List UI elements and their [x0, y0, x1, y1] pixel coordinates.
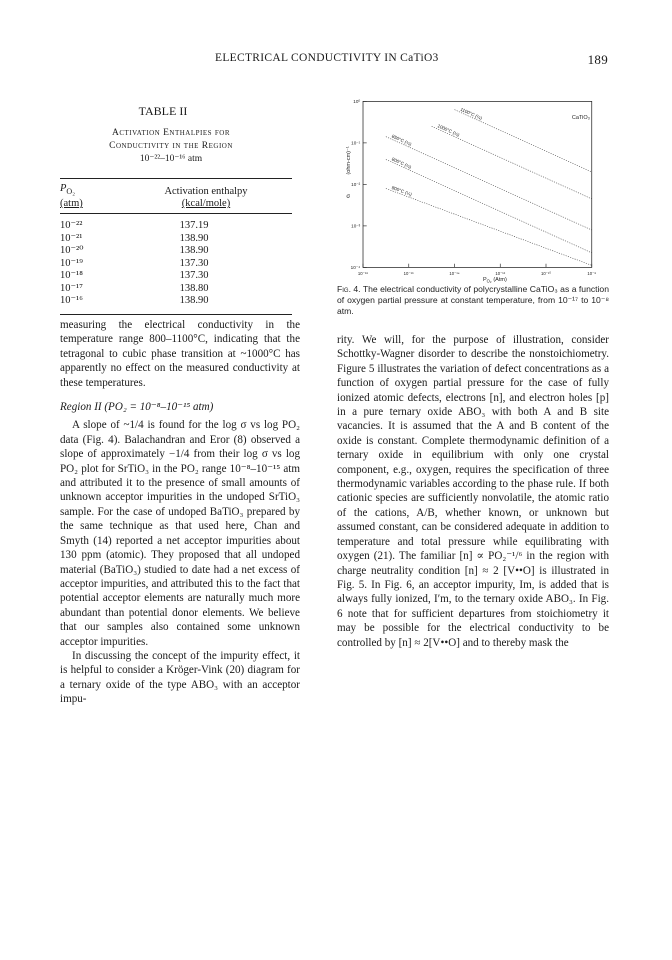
cell-pressure: 10⁻²⁰ — [60, 245, 84, 257]
isotherm-label: 800°C (¼) — [391, 185, 413, 198]
figure-x-axis-label: $P_{O_2}$ (Atm) — [482, 277, 507, 284]
cell-enthalpy: 138.80 — [179, 282, 209, 294]
page-number: 189 — [587, 52, 608, 67]
cell-enthalpy: 137.30 — [179, 257, 209, 269]
isotherm-line — [386, 189, 592, 266]
col-enthalpy-header: Activation enthalpy (kcal/mole) — [164, 186, 248, 210]
cell-enthalpy: 137.30 — [179, 270, 209, 282]
isotherm-line — [386, 137, 592, 230]
table-header-row — [60, 179, 292, 214]
plot-frame — [363, 101, 592, 267]
right-column — [337, 333, 609, 650]
running-title: ELECTRICAL CONDUCTIVITY IN CaTiO3 — [215, 52, 439, 64]
table-body — [60, 214, 292, 315]
x-tick-label: 10⁻¹⁸ — [357, 270, 369, 276]
table-ii — [60, 104, 292, 315]
isotherm-label: 800°C (¼) — [390, 156, 413, 170]
table-caption-range: 10⁻²²–10⁻¹⁶ atm — [139, 154, 203, 164]
col-pressure-header: $P_{O_2}$ (atm) — [60, 183, 83, 210]
table-row — [60, 295, 292, 314]
table-caption-line-2: Conductivity in the Region — [109, 141, 233, 151]
figure-y-axis-symbol: σ — [346, 194, 351, 201]
cell-pressure: 10⁻¹⁶ — [60, 295, 83, 307]
x-tick-label: 10⁻¹⁴ — [449, 270, 460, 276]
x-tick-label: 10⁻⁸ — [587, 270, 597, 276]
figure-y-axis-label: (ohm-cm)⁻¹ — [346, 146, 353, 175]
isotherm-label: 850°C (¼) — [391, 133, 413, 147]
table-caption-line-1: Activation Enthalpies for — [111, 128, 231, 138]
figure-caption-text: The electrical conductivity of polycrystalline CaTiO₃ as a function of oxygen partial pressure at constant temperature, from 10⁻¹⁷ to 10⁻⁸ atm. — [337, 284, 609, 317]
y-tick-label: 10⁻² — [351, 182, 361, 188]
table-row — [60, 233, 292, 246]
x-tick-label: 10⁻¹⁶ — [403, 270, 414, 276]
cell-enthalpy: 138.90 — [179, 245, 209, 257]
isotherm-label: 1100°C (¼) — [459, 106, 483, 121]
table-row — [60, 258, 292, 271]
figure-4-caption — [337, 284, 609, 318]
isotherm-line — [386, 156, 592, 252]
cell-pressure: 10⁻¹⁹ — [60, 257, 83, 269]
cell-pressure: 10⁻¹⁸ — [60, 270, 83, 282]
table-title: TABLE II — [138, 104, 188, 118]
figure-compound-label: CaTiO₃ — [571, 114, 590, 121]
isotherm-label: 1000°C (¼) — [436, 123, 461, 138]
isotherm-line — [432, 126, 592, 199]
y-tick-label: 10⁰ — [353, 99, 361, 105]
left-para-1: measuring the electrical conductivity in the temperature range 800–1100°C, indicating that the tetragonal to cubic phase transition at ~1000°C has apparently no effect on the measured conductivity at these temperatures. — [60, 319, 300, 389]
table-row — [60, 214, 292, 233]
table-row — [60, 283, 292, 296]
table-row — [60, 270, 292, 283]
figure-caption-label: Fig. 4. — [337, 284, 361, 294]
x-tick-label: 10⁻¹² — [495, 270, 506, 276]
y-tick-label: 10⁻³ — [351, 223, 361, 229]
left-para-2: A slope of ~1/4 is found for the log σ vs log PO₂ data (Fig. 4). Balachandran and Eror (8) observed a slope of approximately −1/4 from their log σ vs log PO₂ plot for SrTiO₃ in the PO₂ range 10⁻⁸–10⁻¹⁵ atm and attributed it to the presence of small amounts of unknown acceptor impurities in the undoped SrTiO₃ sample. For the case of undoped BaTiO₃ prepared by the same technique as that used here, Chan and Smyth (14) reported a net acceptor impurities about 130 ppm (atomic). They proposed that all undoped material (BaTiO₃) studied to date had a net excess of acceptor impurities, and attributed this to the fact that potential acceptor elements are naturally much more abundant than potential donor elements. We believe that our samples also contained some unknown acceptor impurities. — [60, 419, 300, 648]
right-para-1: rity. We will, for the purpose of illustration, consider Schottky-Wagner disorder to describe the nonstoichiometry. Figure 5 illustrates the variation of defect concentrations as a function of oxygen partial pressure for the case of fully ionized atomic defects, electrons [n], and electron holes [p] in a pure ternary oxide ABO₃ with both A and B site vacancies. It is assumed that the A and B content of the oxide is constant. Complete thermodynamic definition of a ternary oxide in equilibrium with only one crystal component, e.g., oxygen, requires the specification of three thermodynamic variables according to the phase rule. If both cationic species are sufficiently nonvolatile, the atomic ratio of the cations, A/B, whether known, or unknown but assumed constant, can be considered adequate in addition to temperature and total pressure while equilibrating with oxygen (21). The familiar [n] ∝ PO₂⁻¹/⁶ in the region with charge neutrality condition [n] ≈ 2 [V••O] is illustrated in Fig. 5. In Fig. 6, an acceptor impurity, Im, is added that is always fully ionized, I′m, to the ternary oxide ABO₃. In Fig. 6 note that for sufficient departures from stoichiometry it may be possible for the electrical conductivity to be controlled by [n] ≈ 2[V••O] and to thereby mask the — [337, 334, 609, 649]
y-tick-label: 10⁻⁴ — [350, 265, 361, 271]
left-para-3: In discussing the concept of the impurity effect, it is helpful to consider a Kröger-Vink (20) diagram for a ternary oxide of the type ABO₃ with an acceptor impu- — [60, 649, 300, 706]
cell-pressure: 10⁻¹⁷ — [60, 282, 83, 294]
y-tick-label: 10⁻¹ — [351, 140, 361, 146]
cell-pressure: 10⁻²¹ — [60, 232, 83, 244]
section-heading-region-ii: Region II (PO₂ = 10⁻⁸–10⁻¹⁵ atm) — [60, 401, 214, 414]
x-tick-label: 10⁻¹⁰ — [540, 270, 552, 276]
cell-enthalpy: 138.90 — [179, 232, 209, 244]
figure-4-conductivity-plot — [332, 94, 608, 284]
activation-enthalpy-table — [60, 178, 292, 315]
cell-enthalpy: 137.19 — [179, 220, 209, 232]
cell-enthalpy: 138.90 — [179, 295, 209, 307]
left-column — [60, 318, 300, 707]
table-caption — [50, 127, 292, 166]
table-row — [60, 245, 292, 258]
cell-pressure: 10⁻²² — [60, 220, 83, 232]
